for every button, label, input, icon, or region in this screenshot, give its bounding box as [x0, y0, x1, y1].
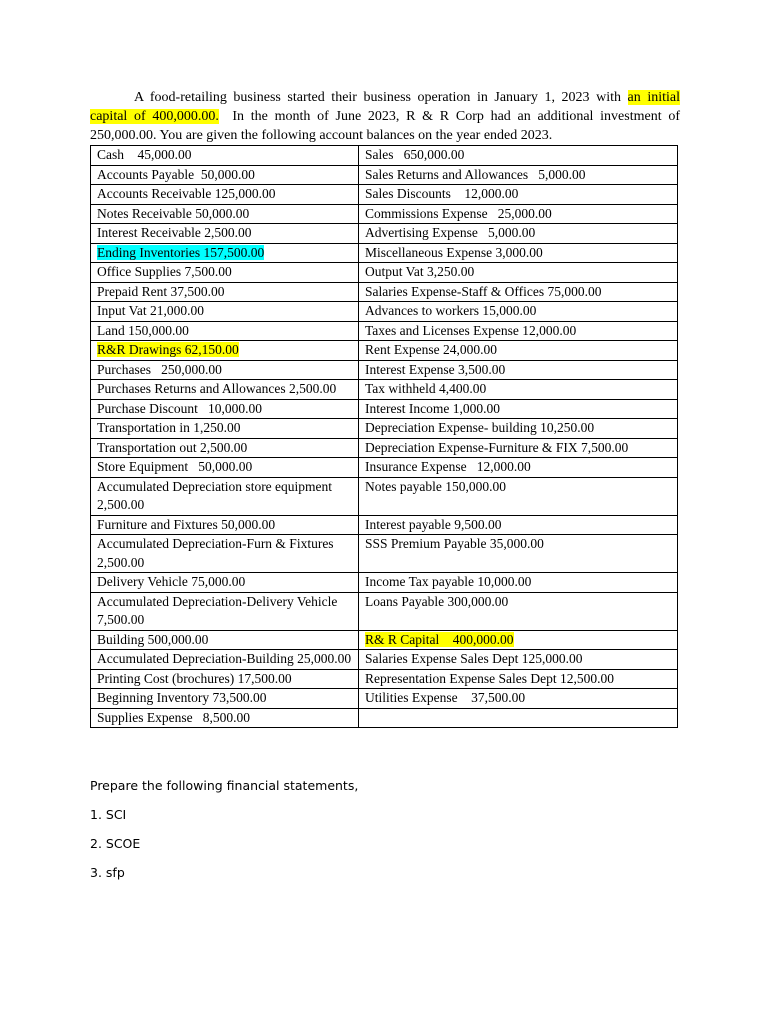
- account-entry: Cash 45,000.00: [97, 147, 192, 162]
- table-row: [91, 573, 678, 593]
- account-entry: Notes payable 150,000.00: [365, 478, 506, 494]
- intro-paragraph: [90, 88, 684, 145]
- account-entry: Input Vat 21,000.00: [97, 303, 204, 318]
- table-row: [91, 669, 678, 689]
- account-cell-left: [91, 204, 359, 224]
- table-row: [91, 708, 678, 728]
- account-entry: Interest payable 9,500.00: [365, 516, 502, 532]
- account-entry: Income Tax payable 10,000.00: [365, 574, 532, 589]
- account-entry: Taxes and Licenses Expense 12,000.00: [365, 322, 577, 338]
- table-row: [91, 592, 678, 630]
- account-cell-right: [359, 438, 678, 458]
- account-entry: Insurance Expense 12,000.00: [365, 459, 531, 474]
- table-row: [91, 458, 678, 478]
- account-entry: Depreciation Expense-Furniture & FIX 7,500.00: [365, 439, 629, 455]
- account-entry: Accounts Receivable 125,000.00: [97, 186, 276, 201]
- account-cell-right: [359, 165, 678, 185]
- account-cell-left: [91, 399, 359, 419]
- account-cell-right: [359, 321, 678, 341]
- table-row: [91, 204, 678, 224]
- account-cell-left: [91, 380, 359, 400]
- table-row: [91, 535, 678, 573]
- account-cell-right: [359, 224, 678, 244]
- table-row: [91, 399, 678, 419]
- account-entry: Furniture and Fixtures 50,000.00: [97, 516, 276, 532]
- account-entry: Advertising Expense 5,000.00: [365, 225, 536, 240]
- account-cell-left: [91, 630, 359, 650]
- account-cell-left: [91, 669, 359, 689]
- account-cell-left: [91, 458, 359, 478]
- account-cell-left: [91, 302, 359, 322]
- table-row: [91, 360, 678, 380]
- account-entry: Sales Returns and Allowances 5,000.00: [365, 166, 586, 182]
- account-cell-right: [359, 592, 678, 630]
- account-cell-right: [359, 689, 678, 709]
- account-entry: Accounts Payable 50,000.00: [97, 166, 255, 182]
- table-row: [91, 477, 678, 515]
- task-item: 3. sfp: [90, 865, 125, 880]
- table-row: [91, 146, 678, 166]
- account-entry: Transportation in 1,250.00: [97, 420, 241, 435]
- account-entry: SSS Premium Payable 35,000.00: [365, 536, 544, 551]
- intro-text-1: A food-retailing business started their business operation in January 1, 2023 with: [134, 90, 628, 105]
- account-entry: Representation Expense Sales Dept 12,500.00: [365, 670, 614, 686]
- account-entry: Rent Expense 24,000.00: [365, 342, 497, 357]
- account-cell-left: [91, 341, 359, 361]
- account-cell-right: [359, 650, 678, 670]
- document-page: [90, 88, 684, 728]
- account-entry: Building 500,000.00: [97, 631, 209, 647]
- account-cell-left: [91, 689, 359, 709]
- account-entry: Purchases 250,000.00: [97, 361, 222, 377]
- account-entry: Salaries Expense Sales Dept 125,000.00: [365, 651, 583, 666]
- account-entry: Purchases Returns and Allowances 2,500.00: [97, 381, 337, 396]
- table-row: [91, 165, 678, 185]
- account-entry: Beginning Inventory 73,500.00: [97, 690, 267, 705]
- task-heading: Prepare the following financial statements,: [90, 778, 359, 793]
- account-cell-left: [91, 263, 359, 283]
- table-row: [91, 341, 678, 361]
- account-cell-left: [91, 708, 359, 728]
- task-list: [90, 778, 358, 894]
- account-cell-left: [91, 243, 359, 263]
- account-cell-left: [91, 650, 359, 670]
- account-entry: Loans Payable 300,000.00: [365, 593, 509, 609]
- account-cell-left: [91, 146, 359, 166]
- account-balances-table: [90, 145, 678, 728]
- account-cell-right: [359, 399, 678, 419]
- account-entry: Utilities Expense 37,500.00: [365, 690, 526, 705]
- account-entry: Accumulated Depreciation-Building 25,000.00: [97, 651, 352, 666]
- table-row: [91, 380, 678, 400]
- account-entry: Interest Expense 3,500.00: [365, 361, 506, 377]
- account-entry: Purchase Discount 10,000.00: [97, 400, 262, 416]
- account-cell-right: [359, 341, 678, 361]
- table-row: [91, 321, 678, 341]
- intro-text-2: In the month of June 2023, R & R Corp had an additional investment of 250,000.00. You are given the following account balances on the year ended 2023.: [90, 109, 684, 143]
- account-cell-right: [359, 302, 678, 322]
- account-entry: Sales 650,000.00: [365, 147, 465, 162]
- account-entry: Transportation out 2,500.00: [97, 439, 248, 455]
- account-entry: Output Vat 3,250.00: [365, 264, 475, 279]
- table-row: [91, 282, 678, 302]
- account-cell-right: [359, 185, 678, 205]
- account-cell-left: [91, 535, 359, 573]
- account-entry: Depreciation Expense- building 10,250.00: [365, 420, 595, 435]
- table-row: [91, 689, 678, 709]
- account-entry: Notes Receivable 50,000.00: [97, 205, 250, 221]
- account-cell-right: [359, 282, 678, 302]
- table-row: [91, 302, 678, 322]
- account-entry: Interest Income 1,000.00: [365, 400, 500, 416]
- task-item: 1. SCI: [90, 807, 127, 822]
- account-cell-right: [359, 573, 678, 593]
- account-cell-left: [91, 185, 359, 205]
- account-cell-right: [359, 708, 678, 728]
- account-cell-right: [359, 458, 678, 478]
- account-cell-left: [91, 224, 359, 244]
- account-cell-left: [91, 282, 359, 302]
- account-entry: Delivery Vehicle 75,000.00: [97, 574, 246, 589]
- table-row: [91, 630, 678, 650]
- account-cell-left: [91, 165, 359, 185]
- table-row: [91, 224, 678, 244]
- account-entry: Supplies Expense 8,500.00: [97, 709, 250, 725]
- account-entry: Accumulated Depreciation-Delivery Vehicle 7,500.00: [97, 593, 341, 627]
- account-cell-right: [359, 263, 678, 283]
- account-entry: Salaries Expense-Staff & Offices 75,000.00: [365, 283, 602, 299]
- task-item: 2. SCOE: [90, 836, 141, 851]
- intro-highlight-capital: an initial capital of 400,000.00.: [90, 90, 680, 124]
- account-entry: Miscellaneous Expense 3,000.00: [365, 244, 543, 260]
- account-entry: Prepaid Rent 37,500.00: [97, 283, 225, 299]
- account-cell-right: [359, 669, 678, 689]
- account-cell-left: [91, 438, 359, 458]
- account-cell-right: [359, 630, 678, 650]
- account-cell-right: [359, 380, 678, 400]
- account-cell-left: [91, 592, 359, 630]
- table-row: [91, 419, 678, 439]
- account-cell-right: [359, 515, 678, 535]
- account-entry: Sales Discounts 12,000.00: [365, 186, 519, 201]
- account-entry: Interest Receivable 2,500.00: [97, 225, 252, 240]
- table-row: [91, 650, 678, 670]
- account-cell-right: [359, 204, 678, 224]
- account-cell-right: [359, 535, 678, 573]
- account-cell-right: [359, 477, 678, 515]
- account-cell-left: [91, 573, 359, 593]
- account-entry: Accumulated Depreciation store equipment 2,500.00: [97, 478, 336, 512]
- account-entry: Accumulated Depreciation-Furn & Fixtures 2,500.00: [97, 536, 337, 570]
- account-entry: Commissions Expense 25,000.00: [365, 205, 552, 221]
- account-entry: R&R Drawings 62,150.00: [97, 342, 239, 357]
- account-entry: Ending Inventories 157,500.00: [97, 244, 265, 260]
- table-row: [91, 515, 678, 535]
- account-entry: Office Supplies 7,500.00: [97, 264, 232, 279]
- account-cell-right: [359, 243, 678, 263]
- account-entry: R& R Capital 400,000.00: [365, 631, 514, 647]
- account-cell-left: [91, 360, 359, 380]
- account-cell-right: [359, 360, 678, 380]
- account-entry: Land 150,000.00: [97, 322, 189, 338]
- table-row: [91, 243, 678, 263]
- account-cell-left: [91, 321, 359, 341]
- account-entry: Tax withheld 4,400.00: [365, 381, 487, 396]
- account-entry: Store Equipment 50,000.00: [97, 459, 253, 474]
- table-row: [91, 263, 678, 283]
- account-entry: Printing Cost (brochures) 17,500.00: [97, 670, 292, 686]
- table-row: [91, 185, 678, 205]
- account-cell-right: [359, 146, 678, 166]
- account-entry: Advances to workers 15,000.00: [365, 303, 537, 318]
- account-cell-left: [91, 419, 359, 439]
- account-cell-right: [359, 419, 678, 439]
- account-cell-left: [91, 515, 359, 535]
- account-cell-left: [91, 477, 359, 515]
- table-row: [91, 438, 678, 458]
